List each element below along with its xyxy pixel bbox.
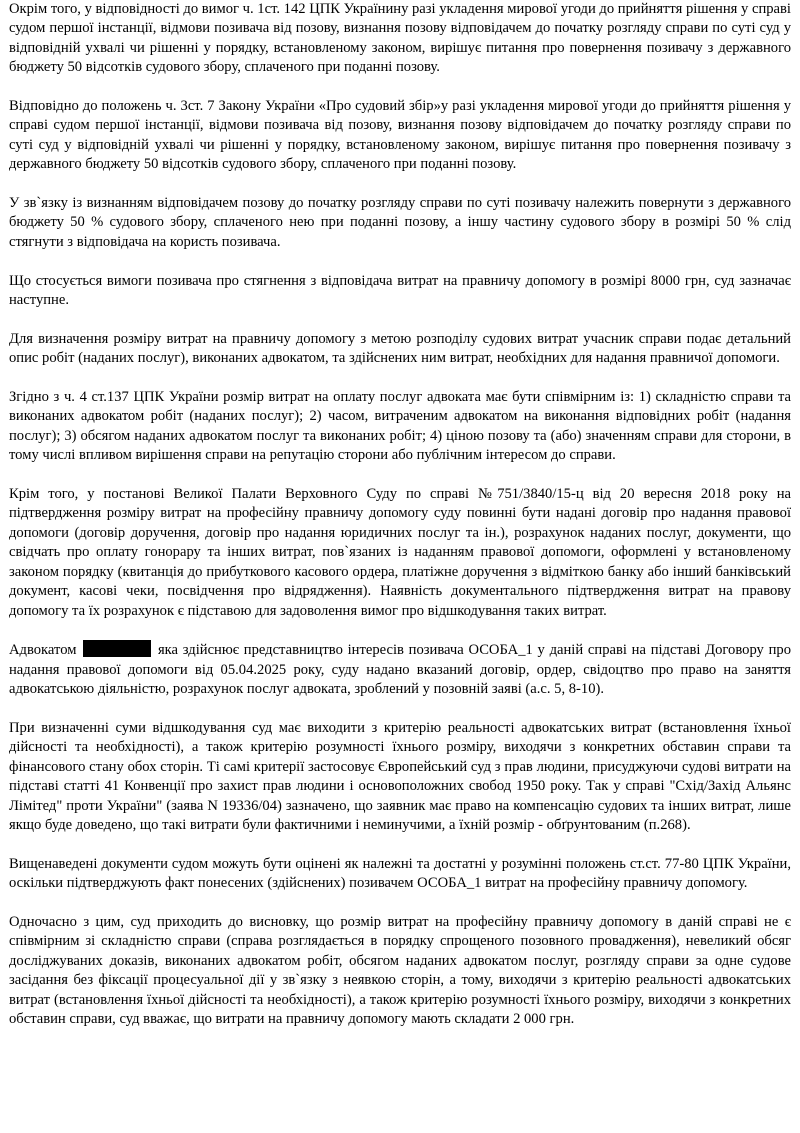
redacted-name-block — [83, 640, 151, 657]
lawyer-intro-text: Адвокатом — [9, 642, 77, 659]
document-page — [9, 0, 791, 1049]
paragraph-legal-aid-description: Для визначення розміру витрат на правничу допомогу з метою розподілу судових витрат учасник справи подає детальний опис робіт (наданих послуг), виконаних адвокатом, та здійснених ним витрат, необхідних для надання правничої допомоги. — [9, 330, 791, 367]
paragraph-court-fee-law: Відповідно до положень ч. 3ст. 7 Закону України «Про судовий збір»у разі укладення мирової угоди до прийняття рішення у справі судом першої інстанції, відмови позивача від позову, визнання позову відповідачем до початку розгляду справи по суті суд у відповідній ухвалі чи рішенні у порядку, встановленому законом, вирішує питання про повернення позивачу з державного бюджету 50 відсотків судового збору, сплаченого при поданні позову. — [9, 98, 791, 173]
lawyer-details-text: яка здійснює представництво інтересів позивача ОСОБА_1 у даній справі на підставі Договору про надання правової допомоги від 05.04.2025 року, суду надано вказаний договір, ордер, свідоцтво про право на заняття адвокатською діяльністю, розрахунок послуг адвоката, зроблений у позовній заяві (а.с. 5, 8-10). — [9, 642, 791, 698]
paragraph-lawyer-documents — [9, 640, 791, 699]
paragraph-proportionality-criteria: Згідно з ч. 4 ст.137 ЦПК України розмір витрат на оплату послуг адвоката має бути співмірним із: 1) складністю справи та виконаних адвокатом робіт (наданих послуг); 2) часом, витраченим адвокатом на виконання відповідних робіт (надання послуг); 3) обсягом наданих адвокатом послуг та виконаних робіт; 4) ціною позову та (або) значенням справи для сторони, в тому числі впливом вирішення справи на репутацію сторони або публічним інтересом до справи. — [9, 389, 791, 464]
paragraph-legal-aid-claim: Що стосується вимоги позивача про стягнення з відповідача витрат на правничу допомогу в розмірі 8000 грн, суд зазначає наступне. — [9, 272, 791, 309]
paragraph-documents-assessment: Вищенаведені документи судом можуть бути оцінені як належні та достатні у розумінні положень ст.ст. 77-80 ЦПК України, оскільки підтверджують факт понесених (здійснених) позивачем ОСОБА_1 витрат на професійну правничу допомогу. — [9, 855, 791, 892]
paragraph-fee-split: У зв`язку із визнанням відповідачем позову до початку розгляду справи по суті позивачу належить повернути з державного бюджету 50 % судового збору, сплаченого нею при поданні позову, а іншу частину судового збору в розмірі 50 % слід стягнути з відповідача на користь позивача. — [9, 195, 791, 250]
paragraph-supreme-court-ruling: Крім того, у постанові Великої Палати Верховного Суду по справі №751/3840/15-ц від 20 вересня 2018 року на підтвердження розміру витрат на професійну правничу допомогу суду повинні бути надані договір про надання правової допомоги (договір доручення, договір про надання юридичних послуг та ін.), розрахунок наданих послуг, документи, що свідчать про оплату гонорару та інших витрат, пов`язаних із наданням правової допомоги, оформлені у встановленому законом порядку (квитанція до прибуткового касового ордера, платіжне доручення з відміткою банку або інший банківський документ, касові чеки, посвідчення про відрядження). Наявність документального підтвердження витрат на правову допомогу та їх розрахунок є підставою для задоволення вимог про відшкодування таких витрат. — [9, 486, 791, 619]
paragraph-court-fee-return: Окрім того, у відповідності до вимог ч. 1ст. 142 ЦПК Українину разі укладення мирової угоди до прийняття рішення у справі судом першої інстанції, відмови позивача від позову, визнання позову відповідачем до початку розгляду справи по суті суд у відповідній ухвалі чи рішенні у порядку, встановленому законом, вирішує питання про повернення позивачу з державного бюджету 50 відсотків судового збору, сплаченого при поданні позову. — [9, 1, 791, 76]
paragraph-reimbursement-criteria: При визначенні суми відшкодування суд має виходити з критерію реальності адвокатських витрат (встановлення їхньої дійсності та необхідності), а також критерію розумності їхнього розміру, виходячи з конкретних обставин справи та фінансового стану обох сторін. Ті самі критерії застосовує Європейський суд з прав людини, присуджуючи судові витрати на підставі статті 41 Конвенції про захист прав людини і основоположних свобод 1950 року. Так у справі "Схід/Захід Альянс Лімітед" проти України" (заява N 19336/04) зазначено, що заявник має право на компенсацію судових та інших витрат, лише якщо буде доведено, що такі витрати були фактичними і неминучими, а їхній розмір - обґрунтованим (п.268). — [9, 719, 791, 833]
paragraph-court-conclusion: Одночасно з цим, суд приходить до висновку, що розмір витрат на професійну правничу допомогу в даній справі не є співмірним зі складністю справи (справа розглядається в порядку спрощеного позовного провадження), невеликий обсяг досліджуваних доказів, виконаних адвокатом робіт, обсягом наданих адвокатом послуг, розгляду справи за одне судове засідання без фіксації процесуальної дії у зв`язку з неявкою сторін, а тому, виходячи з критерію реальності адвокатських витрат (встановлення їхньої дійсності та необхідності), а також критерію розумності їхнього розміру, виходячи з конкретних обставин справи, суд вважає, що витрати на правничу допомогу мають складати 2 000 грн. — [9, 913, 791, 1027]
